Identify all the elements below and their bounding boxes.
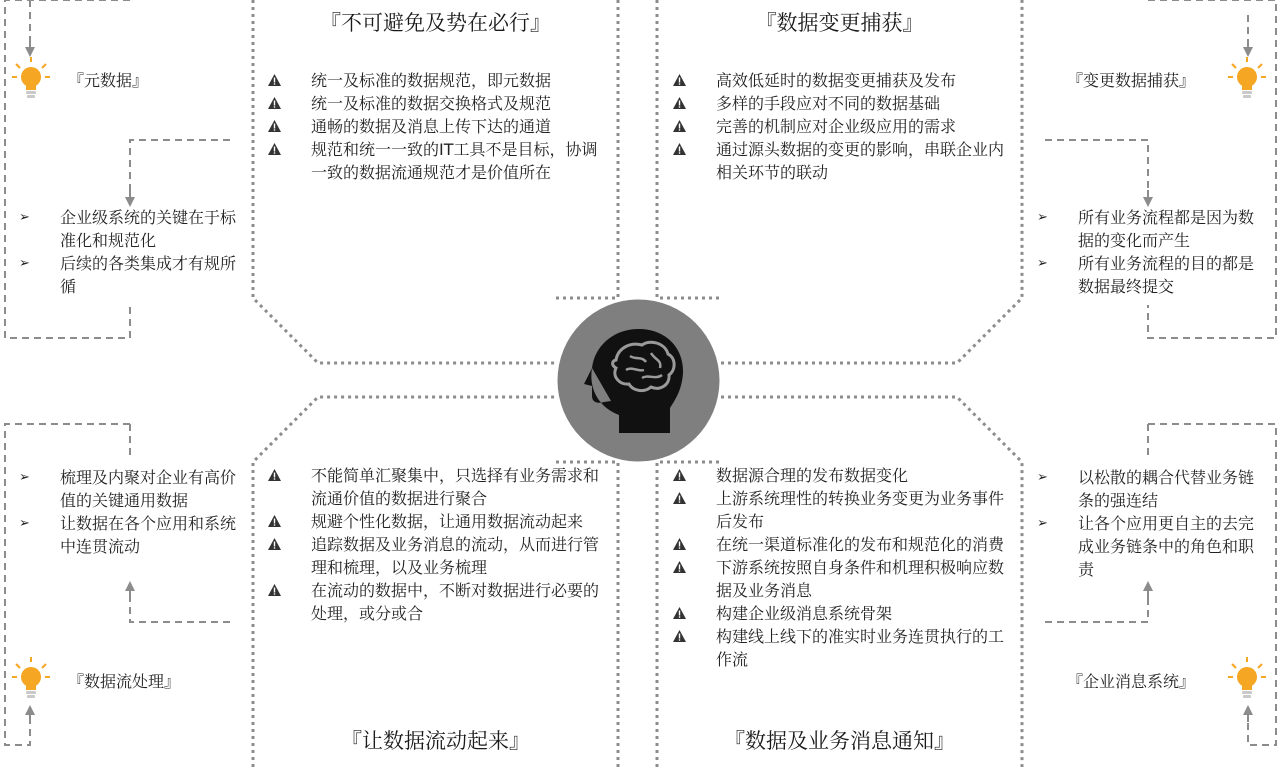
top-left-list <box>311 69 603 184</box>
list-item-text: 所有业务流程的目的都是数据最终提交 <box>1078 254 1255 296</box>
side-top-right-list <box>1037 206 1258 298</box>
list-item <box>1037 206 1258 252</box>
list-item <box>716 602 1008 625</box>
list-item <box>19 512 238 558</box>
list-item <box>311 533 603 579</box>
list-item-text: 企业级系统的关键在于标准化和规范化 <box>60 208 237 250</box>
list-item <box>19 466 238 512</box>
list-item <box>716 556 1008 602</box>
arrow-bullet-icon: ➢ <box>1037 256 1048 271</box>
list-item-text: 不能简单汇聚集中，只选择有业务需求和流通价值的数据进行聚合 <box>311 466 600 508</box>
lightbulb-icon <box>11 656 51 700</box>
warning-triangle-icon <box>673 492 686 504</box>
side-top-right-label: 『变更数据捕获』 <box>1067 71 1196 90</box>
bottom-right-title: 『数据及业务消息通知』 <box>724 729 955 753</box>
list-item-text: 多样的手段应对不同的数据基础 <box>716 94 941 113</box>
side-bottom-left-label: 『数据流处理』 <box>68 672 181 691</box>
arrow-bullet-icon: ➢ <box>1037 470 1048 485</box>
list-item-text: 后续的各类集成才有规所循 <box>60 254 237 296</box>
list-item-text: 上游系统理性的转换业务变更为业务事件后发布 <box>716 489 1005 531</box>
warning-triangle-icon <box>268 143 281 155</box>
list-item-text: 统一及标准的数据交换格式及规范 <box>311 94 552 113</box>
list-item-text: 在流动的数据中，不断对数据进行必要的处理，或分或合 <box>311 581 600 623</box>
side-bottom-right-label: 『企业消息系统』 <box>1067 672 1196 691</box>
warning-triangle-icon <box>673 561 686 573</box>
top-left-title: 『不可避免及势在必行』 <box>320 11 551 35</box>
bottom-left-title: 『让数据流动起来』 <box>341 729 530 753</box>
warning-triangle-icon <box>268 97 281 109</box>
list-item-text: 让各个应用更自主的去完成业务链条中的角色和职责 <box>1078 514 1255 579</box>
list-item-text: 高效低延时的数据变更捕获及发布 <box>716 71 957 90</box>
list-item <box>716 487 1008 533</box>
bottom-left-list <box>311 464 603 625</box>
list-item <box>1037 466 1258 512</box>
top-right-title: 『数据变更捕获』 <box>755 11 924 35</box>
list-item-text: 规范和统一一致的IT工具不是目标，协调一致的数据流通规范才是价值所在 <box>311 140 598 182</box>
list-item <box>716 138 1008 184</box>
list-item-text: 在统一渠道标准化的发布和规范化的消费 <box>716 535 1005 554</box>
list-item <box>311 69 603 92</box>
warning-triangle-icon <box>673 97 686 109</box>
list-item <box>311 138 603 184</box>
warning-triangle-icon <box>268 584 281 596</box>
list-item-text: 统一及标准的数据规范，即元数据 <box>311 71 552 90</box>
list-item <box>716 464 1008 487</box>
list-item-text: 让数据在各个应用和系统中连贯流动 <box>60 514 237 556</box>
warning-triangle-icon <box>673 607 686 619</box>
list-item <box>19 252 238 298</box>
warning-triangle-icon <box>673 143 686 155</box>
warning-triangle-icon <box>268 538 281 550</box>
warning-triangle-icon <box>673 538 686 550</box>
list-item <box>716 69 1008 92</box>
arrow-bullet-icon: ➢ <box>1037 210 1048 225</box>
list-item <box>19 206 238 252</box>
list-item <box>1037 512 1258 581</box>
warning-triangle-icon <box>673 120 686 132</box>
list-item <box>1037 252 1258 298</box>
top-right-list <box>716 69 1008 184</box>
list-item-text: 所有业务流程都是因为数据的变化而产生 <box>1078 208 1255 250</box>
side-bottom-right-list <box>1037 466 1258 581</box>
list-item-text: 通过源头数据的变更的影响，串联企业内相关环节的联动 <box>716 140 1005 182</box>
lightbulb-icon <box>11 56 51 100</box>
arrow-bullet-icon: ➢ <box>19 470 30 485</box>
warning-triangle-icon <box>673 469 686 481</box>
lightbulb-icon <box>1227 56 1267 100</box>
warning-triangle-icon <box>268 74 281 86</box>
list-item-text: 构建企业级消息系统骨架 <box>716 604 893 623</box>
list-item-text: 数据源合理的发布数据变化 <box>716 466 909 485</box>
warning-triangle-icon <box>268 469 281 481</box>
list-item <box>311 579 603 625</box>
list-item <box>716 625 1008 671</box>
list-item-text: 完善的机制应对企业级应用的需求 <box>716 117 957 136</box>
warning-triangle-icon <box>268 120 281 132</box>
list-item-text: 构建线上线下的准实时业务连贯执行的工作流 <box>716 627 1005 669</box>
list-item <box>716 533 1008 556</box>
brain-head-icon <box>556 298 721 463</box>
list-item <box>311 115 603 138</box>
warning-triangle-icon <box>268 515 281 527</box>
warning-triangle-icon <box>673 630 686 642</box>
list-item-text: 以松散的耦合代替业务链条的强连结 <box>1078 468 1255 510</box>
list-item-text: 追踪数据及业务消息的流动，从而进行管理和梳理，以及业务梳理 <box>311 535 600 577</box>
side-top-left-list <box>19 206 238 298</box>
arrow-bullet-icon: ➢ <box>1037 516 1048 531</box>
arrow-bullet-icon: ➢ <box>19 516 30 531</box>
list-item-text: 梳理及内聚对企业有高价值的关键通用数据 <box>60 468 237 510</box>
list-item <box>311 464 603 510</box>
list-item-text: 通畅的数据及消息上传下达的通道 <box>311 117 552 136</box>
list-item <box>716 92 1008 115</box>
list-item-text: 规避个性化数据，让通用数据流动起来 <box>311 512 584 531</box>
list-item-text: 下游系统按照自身条件和机理积极响应数据及业务消息 <box>716 558 1005 600</box>
list-item <box>311 510 603 533</box>
lightbulb-icon <box>1227 656 1267 700</box>
bottom-right-list <box>716 464 1008 671</box>
list-item <box>716 115 1008 138</box>
side-top-left-label: 『元数据』 <box>68 71 149 90</box>
warning-triangle-icon <box>673 74 686 86</box>
arrow-bullet-icon: ➢ <box>19 210 30 225</box>
arrow-bullet-icon: ➢ <box>19 256 30 271</box>
side-bottom-left-list <box>19 466 238 558</box>
list-item <box>311 92 603 115</box>
